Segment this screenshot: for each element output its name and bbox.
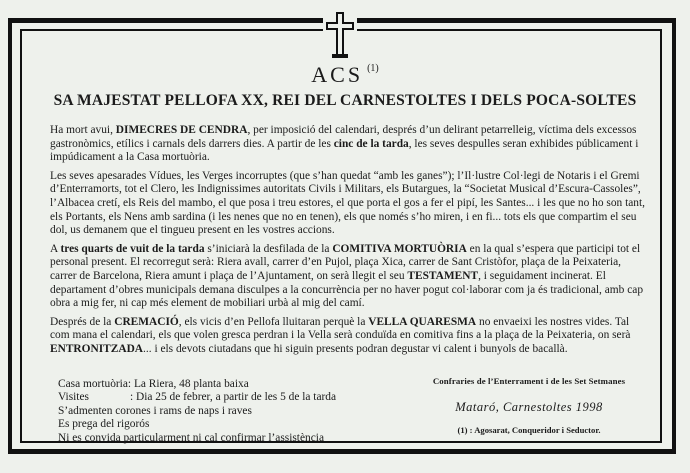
cross-icon: [323, 10, 357, 60]
paragraph-4: [50, 316, 646, 357]
acs-title: ACS: [311, 62, 364, 87]
bold-run: cinc de la tarda: [333, 137, 409, 150]
detail-line-4: Es prega del rigorós: [58, 418, 150, 431]
text-run: s’iniciarà la desfilada de la: [204, 242, 333, 255]
bold-run: VELLA QUARESMA: [368, 315, 477, 328]
casa-row: [58, 378, 378, 391]
detail-line-3: S’admenten corones i rams de naps i raves: [58, 404, 252, 417]
text-run: ... i els devots ciutadans que hi siguin presents podran degustar vi calent i bunyols de bacallà.: [143, 342, 568, 355]
signature-block: [400, 376, 658, 435]
paragraph-2: [50, 170, 646, 238]
casa-label: Casa mortuòria:: [58, 378, 132, 390]
bold-run: ENTRONITZADA: [50, 342, 144, 355]
text-run: no envaeixi les nostres vides. Tal com mana el calendari, els que volen gresca perdran i la Vella serà conduïda en comitiva fins a la plaça de la Peixateria, on serà: [50, 315, 631, 342]
text-run: Ha mort avui,: [50, 124, 116, 136]
text-run: , i seguidament incinerat. El departament d’obres municipals demana disculpes a la concurrència per no haver pogut col·laborar com ja és tradicional, amb cap obra a mig fer, ni cap més element de mobiliari urbà al mig del camí.: [50, 269, 644, 310]
text-run: , les seves despulles seran exhibides públicament i impúdicament a la Casa mortuòria.: [50, 137, 639, 164]
footnote-text: (1) : Agosarat, Conqueridor i Seductor.: [457, 425, 601, 435]
casa-value: La Riera, 48 planta baixa: [133, 378, 249, 390]
bold-run: CREMACIÓ: [114, 315, 179, 328]
text-run: Després de la: [50, 315, 115, 328]
bold-run: TESTAMENT: [407, 269, 479, 282]
text-run: , els vicis d’en Pellofa lluitaran perquè la: [178, 315, 369, 328]
paragraph-1: [50, 124, 646, 165]
text-run: A: [50, 242, 61, 255]
detail-line-5: Ni es convida particularment ni cal confirmar l’assistència: [58, 431, 324, 444]
visites-label: Visites: [58, 391, 89, 404]
visites-row: [58, 391, 378, 404]
text-run: , per imposició del calendari, després d’un delirant petarrelleig, víctima dels excessos gastronòmics, etílics i carnals dels darrers dies. A partir de les: [50, 124, 637, 150]
notice-body: [50, 124, 646, 362]
visites-value: : Dia 25 de febrer, a partir de les 5 de la tarda: [130, 391, 337, 404]
paragraph-3: [50, 243, 646, 311]
title-row: [0, 62, 690, 86]
bold-run: COMITIVA MORTUÒRIA: [332, 242, 467, 255]
text-run: Les seves apesarades Vídues, les Verges incorruptes (que s’han quedat “amb les ganes”); l’Il·lustre Col·legi de Notaris i el Gremi d’Enterramorts, tot el Clero, les Indignissimes autoritats Civils i Militars, els Butargues, la “Societat Musical d’Escura-Cassoles”, l’Albacea cretí, els Reis del mambo, el que posa i treu estores, el que porta el gos a fer el pipí, les Santes... i les que no ho son tant, els Portants, els Nens amb sardina (i les nenes que no en tenen), els que només s’ho miren, i en fi... tots els que compartim el seu dol, us demanem que el tingueu present en les vostres accions.: [50, 169, 645, 237]
city-date: Mataró, Carnestoltes 1998: [455, 400, 603, 414]
bold-run: DIMECRES DE CENDRA: [115, 124, 248, 136]
text-run: en la qual s’espera que participi tot el personal present. El recorregut serà: Riera avall, carrer d’en Pujol, plaça Xica, carrer de Sant Cristòfor, plaça de la Peixateria, carrer de Barcelona, Riera amunt i plaça de l’Ajuntament, on serà llegit el seu: [50, 242, 641, 282]
acs-footnote-marker: (1): [367, 63, 379, 74]
bold-run: tres quarts de vuit de la tarda: [60, 242, 205, 255]
confraries-text: Confraries de l’Enterrament i de les Set Setmanes: [432, 376, 626, 386]
page-heading: SA MAJESTAT PELLOFA XX, REI DEL CARNESTOLTES I DELS POCA-SOLTES: [53, 92, 637, 109]
practical-details: [58, 378, 378, 445]
